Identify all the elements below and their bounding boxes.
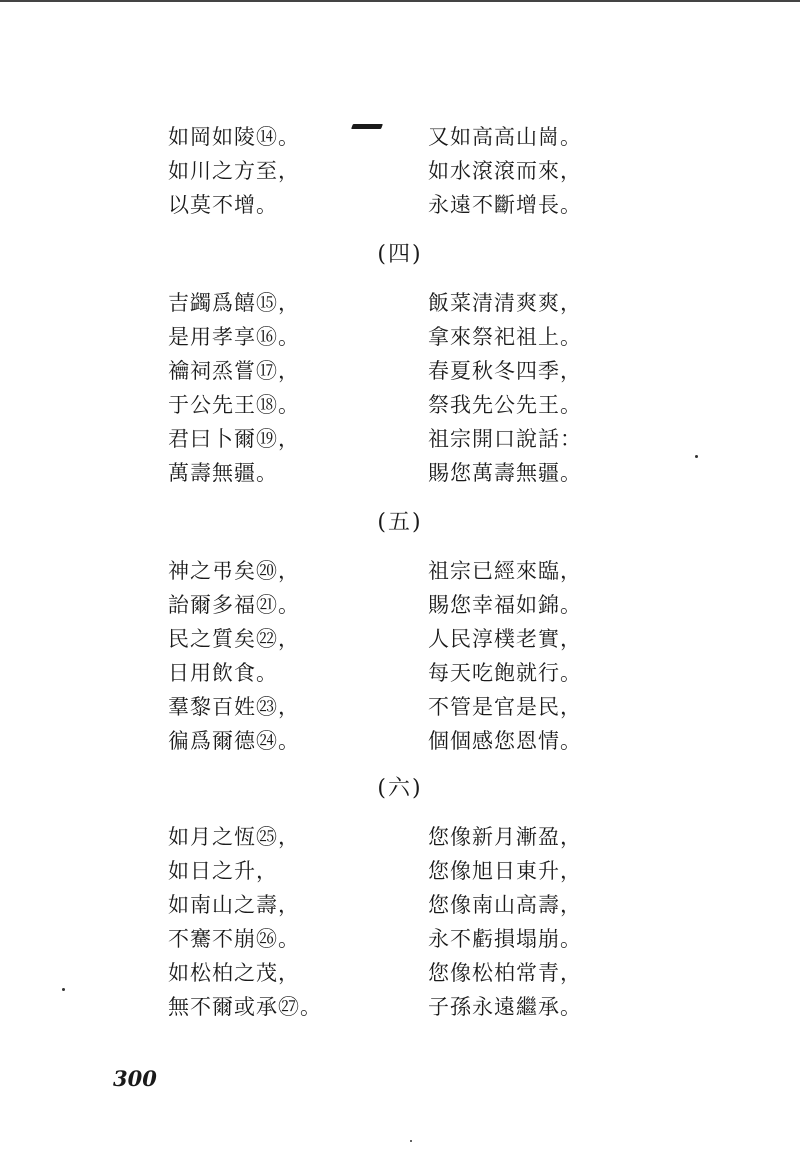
translation-line: 春夏秋冬四季，	[428, 359, 582, 383]
translation-line: 賜您幸福如錦。	[428, 593, 582, 617]
scan-speck	[62, 988, 65, 991]
poem-line: 不騫不崩㉖。	[168, 927, 300, 951]
poem-line: 萬壽無疆。	[168, 461, 278, 485]
translation-line: 永不虧損塌崩。	[428, 927, 582, 951]
poem-line: 羣黎百姓㉓，	[168, 695, 300, 719]
poem-line: 如日之升，	[168, 859, 278, 883]
scan-speck	[695, 455, 698, 458]
stanza-heading: (六)	[377, 776, 423, 801]
translation-line: 祖宗開口說話：	[428, 427, 582, 451]
poem-line: 如南山之壽，	[168, 893, 300, 917]
translation-line: 賜您萬壽無疆。	[428, 461, 582, 485]
poem-line: 如松柏之茂，	[168, 961, 300, 985]
top-border	[0, 0, 800, 2]
translation-line: 您像南山高壽，	[428, 893, 582, 917]
translation-line: 您像松柏常青，	[428, 961, 582, 985]
translation-line: 飯菜清清爽爽，	[428, 291, 582, 315]
poem-line: 神之弔矣⑳，	[168, 559, 300, 583]
translation-line: 如水滾滾而來，	[428, 159, 582, 183]
poem-line: 無不爾或承㉗。	[168, 995, 322, 1019]
stanza-heading: (四)	[377, 242, 423, 267]
poem-line: 如岡如陵⑭。	[168, 125, 300, 149]
poem-line: 君曰卜爾⑲，	[168, 427, 300, 451]
stanza-heading: (五)	[377, 510, 423, 535]
poem-line: 民之質矣㉒，	[168, 627, 300, 651]
translation-line: 子孫永遠繼承。	[428, 995, 582, 1019]
poem-line: 禴祠烝嘗⑰，	[168, 359, 300, 383]
translation-line: 又如高高山崗。	[428, 125, 582, 149]
translation-line: 人民淳樸老實，	[428, 627, 582, 651]
translation-line: 您像旭日東升，	[428, 859, 582, 883]
poem-line: 吉蠲爲饎⑮，	[168, 291, 300, 315]
poem-line: 以莫不增。	[168, 193, 278, 217]
translation-line: 祖宗已經來臨，	[428, 559, 582, 583]
translation-line: 個個感您恩情。	[428, 729, 582, 753]
dash-mark	[351, 124, 383, 129]
poem-line: 于公先王⑱。	[168, 393, 300, 417]
poem-line: 日用飲食。	[168, 661, 278, 685]
page-number: 300	[113, 1066, 157, 1091]
translation-line: 永遠不斷增長。	[428, 193, 582, 217]
poem-line: 如川之方至，	[168, 159, 300, 183]
translation-line: 不管是官是民，	[428, 695, 582, 719]
translation-line: 祭我先公先王。	[428, 393, 582, 417]
translation-line: 每天吃飽就行。	[428, 661, 582, 685]
scan-speck	[410, 1140, 412, 1142]
poem-line: 是用孝享⑯。	[168, 325, 300, 349]
translation-line: 拿來祭祀祖上。	[428, 325, 582, 349]
poem-line: 詒爾多福㉑。	[168, 593, 300, 617]
poem-line: 如月之恆㉕，	[168, 825, 300, 849]
translation-line: 您像新月漸盈，	[428, 825, 582, 849]
poem-line: 徧爲爾德㉔。	[168, 729, 300, 753]
